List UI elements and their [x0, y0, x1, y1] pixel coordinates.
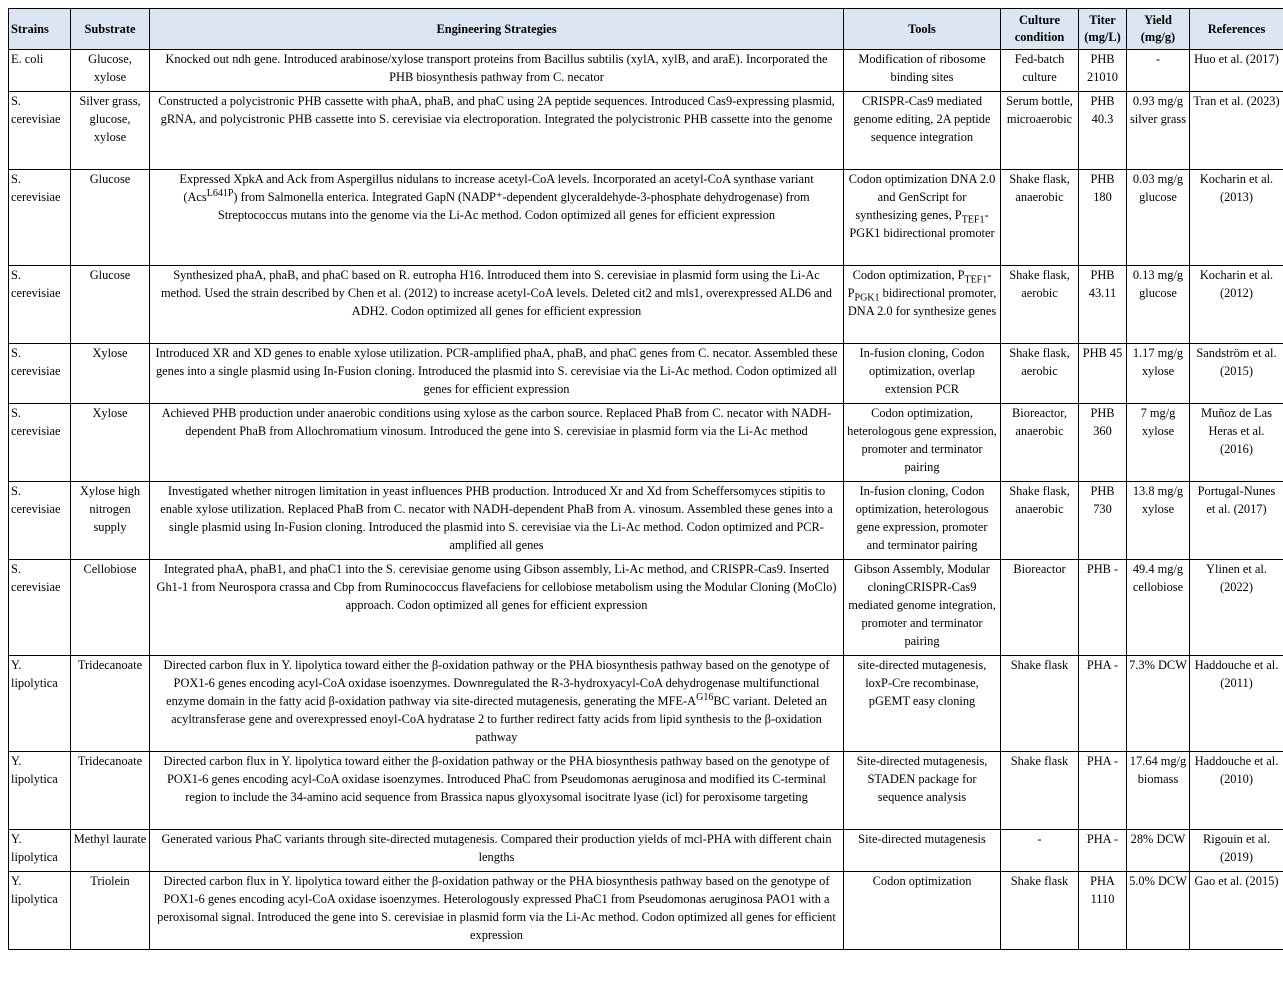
strain-cell: S. cerevisiae [9, 560, 71, 656]
culture-cell: Bioreactor [1001, 560, 1079, 656]
reference-cell: Huo et al. (2017) [1190, 50, 1283, 92]
tools-cell [844, 170, 1001, 266]
substrate-cell: Tridecanoate [71, 752, 150, 830]
variant-superscript: G16 [696, 691, 714, 703]
yield-cell: 0.13 mg/g glucose [1127, 266, 1190, 344]
header-substrate: Substrate [71, 9, 150, 50]
strategy-cell: Integrated phaA, phaB1, and phaC1 into the S. cerevisiae genome using Gibson assembly, Li-Ac method, and CRISPR-Cas9. Inserted Gh1-1 from Neurospora crassa and Cbp from Ruminococcus flavefaciens for cellobiose metabolism using the Modular Cloning (MoClo) approach. Codon optimized all genes for efficient expression [150, 560, 844, 656]
table-row [9, 656, 1283, 752]
promoter-subscript: PGK1 [854, 292, 880, 304]
strategy-cell: Introduced XR and XD genes to enable xylose utilization. PCR-amplified phaA, phaB, and phaC genes from C. necator. Assembled these genes into a single plasmid using In-Fusion cloning. Introduced the plasmid into S. cerevisiae via the Li-Ac method. Codon optimized all genes for efficient expression [150, 344, 844, 404]
table-row [9, 560, 1283, 656]
substrate-cell: Triolein [71, 872, 150, 950]
strain-cell: S. cerevisiae [9, 266, 71, 344]
tools-text: -P [847, 268, 992, 300]
strategy-cell: Constructed a polycistronic PHB cassette with phaA, phaB, and phaC using 2A peptide sequences. Introduced Cas9-expressing plasmid, gRNA, and polycistronic PHB cassette into S. cerevisiae via electroporation. Integrated the polycistronic PHB cassette into the genome [150, 92, 844, 170]
titer-cell: PHA 1110 [1079, 872, 1127, 950]
reference-cell: Gao et al. (2015) [1190, 872, 1283, 950]
tools-cell: CRISPR-Cas9 mediated genome editing, 2A peptide sequence integration [844, 92, 1001, 170]
titer-cell: PHB 180 [1079, 170, 1127, 266]
strain-cell: Y. lipolytica [9, 872, 71, 950]
table-row [9, 92, 1283, 170]
header-strains: Strains [9, 9, 71, 50]
tools-cell: In-fusion cloning, Codon optimization, heterologous gene expression, promoter and terminator pairing [844, 482, 1001, 560]
substrate-cell: Xylose [71, 404, 150, 482]
mutation-superscript: L641P [206, 187, 234, 199]
tools-cell: site-directed mutagenesis, loxP-Cre recombinase, pGEMT easy cloning [844, 656, 1001, 752]
titer-cell: PHB 21010 [1079, 50, 1127, 92]
reference-cell: Muñoz de Las Heras et al. (2016) [1190, 404, 1283, 482]
promoter-subscript: TEF1 [961, 214, 985, 226]
substrate-cell: Tridecanoate [71, 656, 150, 752]
reference-cell: Tran et al. (2023) [1190, 92, 1283, 170]
substrate-cell: Glucose [71, 266, 150, 344]
promoter-subscript: TEF1 [964, 274, 988, 286]
strain-cell: S. cerevisiae [9, 482, 71, 560]
yield-cell: 7 mg/g xylose [1127, 404, 1190, 482]
strategy-cell: Investigated whether nitrogen limitation in yeast influences PHB production. Introduced Xr and Xd from Scheffersomyces stipitis to enable xylose utilization. Replaced PhaB from C. necator with NADH-dependent PhaB from A. vinosum. Assembled these genes into a single plasmid using In-Fusion cloning. Introduced the plasmid into S. cerevisiae via the Li-Ac method. Codon optimized and PCR-amplified all genes [150, 482, 844, 560]
yield-cell: 13.8 mg/g xylose [1127, 482, 1190, 560]
reference-cell: Haddouche et al. (2010) [1190, 752, 1283, 830]
culture-cell: Shake flask, aerobic [1001, 266, 1079, 344]
culture-cell: Shake flask [1001, 656, 1079, 752]
substrate-cell: Xylose high nitrogen supply [71, 482, 150, 560]
tools-cell: In-fusion cloning, Codon optimization, overlap extension PCR [844, 344, 1001, 404]
header-strategies: Engineering Strategies [150, 9, 844, 50]
table-row [9, 404, 1283, 482]
yield-cell: - [1127, 50, 1190, 92]
culture-cell: - [1001, 830, 1079, 872]
strategy-cell: Synthesized phaA, phaB, and phaC based on R. eutropha H16. Introduced them into S. cerevisiae in plasmid form using the Li-Ac method. Used the strain described by Chen et al. (2012) to increase acetyl-CoA levels. Deleted cit2 and mls1, overexpressed ALD6 and ADH2. Codon optimized all genes for efficient expression [150, 266, 844, 344]
strain-cell: S. cerevisiae [9, 344, 71, 404]
tools-text: PGK1 [849, 226, 881, 240]
reference-cell: Ylinen et al. (2022) [1190, 560, 1283, 656]
table-row [9, 872, 1283, 950]
table-row [9, 170, 1283, 266]
header-titer: Titer (mg/L) [1079, 9, 1127, 50]
strain-cell: E. coli [9, 50, 71, 92]
tools-text: Codon optimization, P [852, 268, 965, 282]
titer-cell: PHB 43.11 [1079, 266, 1127, 344]
strain-cell: Y. lipolytica [9, 656, 71, 752]
table-row [9, 752, 1283, 830]
yield-cell: 28% DCW [1127, 830, 1190, 872]
yield-cell: 7.3% DCW [1127, 656, 1190, 752]
strategy-text: BC variant. Deleted an acyltransferase gene and overexpressed enoyl-CoA hydratase 2 to further redirect fatty acids from lipid synthesis to the β-oxidation pathway [171, 694, 827, 744]
reference-cell: Sandström et al. (2015) [1190, 344, 1283, 404]
culture-cell: Shake flask [1001, 752, 1079, 830]
culture-cell: Shake flask, anaerobic [1001, 170, 1079, 266]
tools-text: bidirectional promoter [880, 226, 995, 240]
yield-cell: 0.03 mg/g glucose [1127, 170, 1190, 266]
strategy-cell: Knocked out ndh gene. Introduced arabinose/xylose transport proteins from Bacillus subtilis (xylA, xylB, and araE). Incorporated the PHB biosynthesis pathway from C. necator [150, 50, 844, 92]
yield-cell: 5.0% DCW [1127, 872, 1190, 950]
culture-cell: Bioreactor, anaerobic [1001, 404, 1079, 482]
titer-cell: PHB 45 [1079, 344, 1127, 404]
tools-cell: Site-directed mutagenesis, STADEN package for sequence analysis [844, 752, 1001, 830]
culture-cell: Shake flask, anaerobic [1001, 482, 1079, 560]
substrate-cell: Cellobiose [71, 560, 150, 656]
tools-text: bidirectional promoter, DNA 2.0 for synthesize genes [847, 286, 997, 318]
substrate-cell: Xylose [71, 344, 150, 404]
tools-text: Codon optimization DNA 2.0 and GenScript for synthesizing genes, P [848, 172, 996, 222]
substrate-cell: Glucose, xylose [71, 50, 150, 92]
strategy-text: Directed carbon flux in Y. lipolytica toward either the β-oxidation pathway or the PHA biosynthesis pathway based on the genotype of POX1-6 genes encoding acyl-CoA oxidase isoenzymes. Downregulated the R-3-hydroxyacyl-CoA dehydrogenase multifunctional enzyme domain in the fatty acid β-oxidation pathway via site-directed mutagenesis, generating the MFE-A [163, 658, 830, 708]
strain-cell: Y. lipolytica [9, 830, 71, 872]
table-row [9, 830, 1283, 872]
culture-cell: Serum bottle, microaerobic [1001, 92, 1079, 170]
strategy-cell: Directed carbon flux in Y. lipolytica toward either the β-oxidation pathway or the PHA biosynthesis pathway based on the genotype of POX1-6 genes encoding acyl-CoA oxidase isoenzymes. Introduced PhaC from Pseudomonas aeruginosa and modified its C-terminal region to include the 34-amino acid sequence from Brassica napus glyoxysomal isocitrate lyase (icl) for peroxisome targeting [150, 752, 844, 830]
strain-cell: Y. lipolytica [9, 752, 71, 830]
titer-cell: PHB - [1079, 560, 1127, 656]
culture-cell: Shake flask, aerobic [1001, 344, 1079, 404]
titer-cell: PHA - [1079, 656, 1127, 752]
titer-cell: PHA - [1079, 752, 1127, 830]
table-wrapper [8, 8, 1283, 950]
yield-cell: 17.64 mg/g biomass [1127, 752, 1190, 830]
strain-cell: S. cerevisiae [9, 92, 71, 170]
yield-cell: 49.4 mg/g cellobiose [1127, 560, 1190, 656]
strain-cell: S. cerevisiae [9, 404, 71, 482]
reference-cell: Rigouin et al. (2019) [1190, 830, 1283, 872]
header-tools: Tools [844, 9, 1001, 50]
yield-cell: 1.17 mg/g xylose [1127, 344, 1190, 404]
substrate-cell: Glucose [71, 170, 150, 266]
strategy-text: ) from Salmonella enterica. Integrated GapN (NADP⁺-dependent glyceraldehyde-3-phosphate dehydrogenase) from Streptococcus mutans into the genome via the Li-Ac method. Codon optimized all genes for efficient expression [217, 190, 810, 222]
tools-cell: Gibson Assembly, Modular cloningCRISPR-Cas9 mediated genome integration, promoter and terminator pairing [844, 560, 1001, 656]
tools-cell: Modification of ribosome binding sites [844, 50, 1001, 92]
table-row [9, 50, 1283, 92]
strategies-table [8, 8, 1283, 950]
reference-cell: Kocharin et al. (2013) [1190, 170, 1283, 266]
table-row [9, 482, 1283, 560]
tools-cell [844, 266, 1001, 344]
titer-cell: PHB 40.3 [1079, 92, 1127, 170]
table-row [9, 344, 1283, 404]
tools-cell: Codon optimization [844, 872, 1001, 950]
strategy-cell: Directed carbon flux in Y. lipolytica toward either the β-oxidation pathway or the PHA biosynthesis pathway based on the genotype of POX1-6 genes encoding acyl-CoA oxidase isoenzymes. Heterologously expressed PhaC1 from Pseudomonas aeruginosa PAO1 with a peroxisomal signal. Introduced the gene into S. cerevisiae in plasmid form via the Li-Ac method. Codon optimized all genes for efficient expression [150, 872, 844, 950]
strain-cell: S. cerevisiae [9, 170, 71, 266]
strategy-cell: Generated various PhaC variants through site-directed mutagenesis. Compared their production yields of mcl-PHA with different chain lengths [150, 830, 844, 872]
substrate-cell: Silver grass, glucose, xylose [71, 92, 150, 170]
yield-cell: 0.93 mg/g silver grass [1127, 92, 1190, 170]
tools-cell: Codon optimization, heterologous gene expression, promoter and terminator pairing [844, 404, 1001, 482]
table-row [9, 266, 1283, 344]
substrate-cell: Methyl laurate [71, 830, 150, 872]
header-culture: Culture condition [1001, 9, 1079, 50]
titer-cell: PHB 730 [1079, 482, 1127, 560]
reference-cell: Portugal-Nunes et al. (2017) [1190, 482, 1283, 560]
tools-text: - [984, 208, 989, 222]
header-row [9, 9, 1283, 50]
header-references: References [1190, 9, 1283, 50]
strategy-text: Expressed XpkA and Ack from Aspergillus nidulans to increase acetyl-CoA levels. Incorporated an acetyl-CoA synthase variant (Acs [179, 172, 814, 204]
strategy-cell [150, 170, 844, 266]
strategy-cell [150, 656, 844, 752]
strategy-cell: Achieved PHB production under anaerobic conditions using xylose as the carbon source. Replaced PhaB from C. necator with NADH-dependent PhaB from Allochromatium vinosum. Introduced the gene into S. cerevisiae in plasmid form via the Li-Ac method [150, 404, 844, 482]
culture-cell: Shake flask [1001, 872, 1079, 950]
reference-cell: Kocharin et al. (2012) [1190, 266, 1283, 344]
titer-cell: PHA - [1079, 830, 1127, 872]
header-yield: Yield (mg/g) [1127, 9, 1190, 50]
reference-cell: Haddouche et al. (2011) [1190, 656, 1283, 752]
titer-cell: PHB 360 [1079, 404, 1127, 482]
culture-cell: Fed-batch culture [1001, 50, 1079, 92]
tools-cell: Site-directed mutagenesis [844, 830, 1001, 872]
